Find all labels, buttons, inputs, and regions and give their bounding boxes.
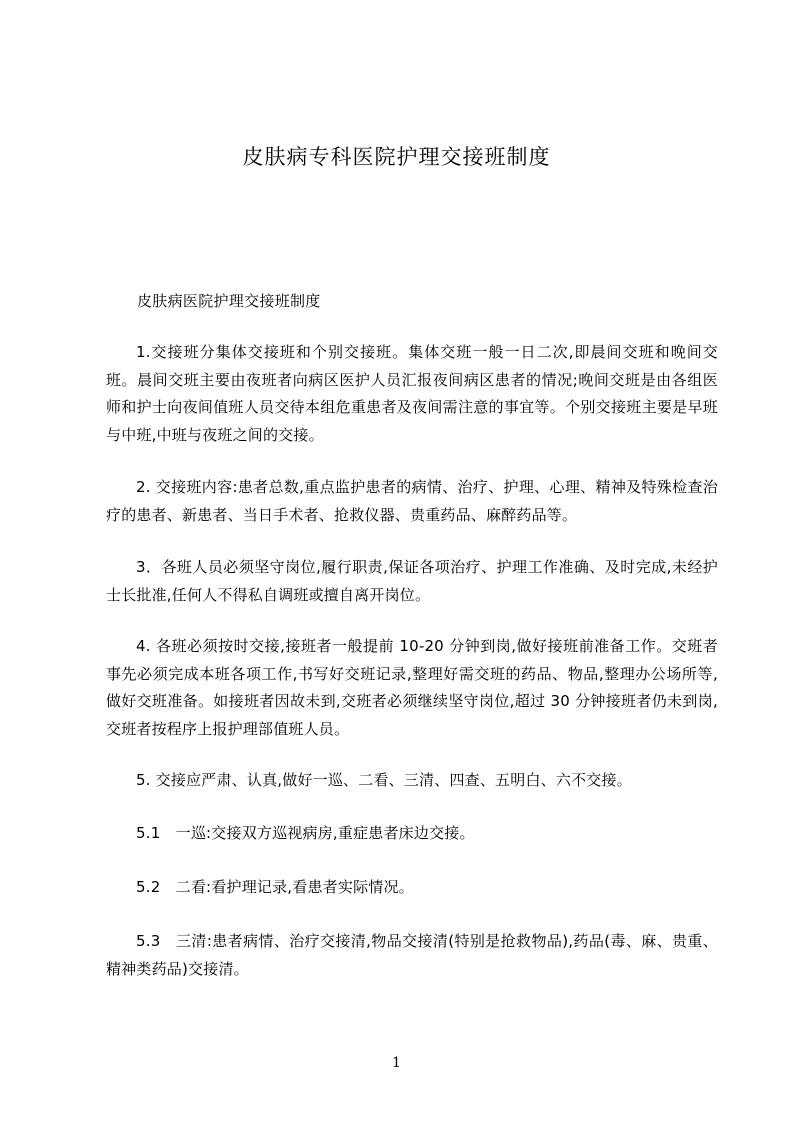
document-subtitle: 皮肤病医院护理交接班制度 [137,292,321,310]
paragraph-5 [106,767,718,795]
paragraph-5-2-text: 5.2 二看:看护理记录,看患者实际情况。 [136,878,414,896]
paragraph-5-3-text: 5.3 三清:患者病情、治疗交接清,物品交接清(特别是抢救物品),药品(毒、麻、贵重、精神类药品)交接清。 [106,932,718,978]
paragraph-5-1 [106,820,718,848]
paragraph-5-3 [106,928,718,983]
paragraph-4-text: 4. 各班必须按时交接,接班者一般提前 10-20 分钟到岗,做好接班前准备工作。交班者事先必须完成本班各项工作,书写好交班记录,整理好需交班的药品、物品,整理办公场所等,做好交班准备。如接班者因故未到,交班者必须继续坚守岗位,超过 30 分钟接班者仍未到岗,交班者按程序上报护理部值班人员。 [106,637,718,738]
paragraph-5-1-text: 5.1 一巡:交接双方巡视病房,重症患者床边交接。 [136,824,475,842]
paragraph-2 [106,474,718,529]
page-title: 皮肤病专科医院护理交接班制度 [242,145,551,169]
paragraph-3 [106,554,718,609]
paragraph-4 [106,633,718,743]
paragraph-5-text: 5. 交接应严肃、认真,做好一巡、二看、三清、四查、五明白、六不交接。 [136,771,632,789]
paragraph-3-text: 3．各班人员必须坚守岗位,履行职责,保证各项治疗、护理工作准确、及时完成,未经护士长批准,任何人不得私自调班或擅自离开岗位。 [106,558,718,604]
page-number: 1 [392,1055,401,1071]
paragraph-2-text: 2. 交接班内容:患者总数,重点监护患者的病情、治疗、护理、心理、精神及特殊检查治疗的患者、新患者、当日手术者、抢救仪器、贵重药品、麻醉药品等。 [106,478,718,524]
paragraph-1 [106,339,718,449]
paragraph-1-text: 1.交接班分集体交接班和个别交接班。集体交班一般一日二次,即晨间交班和晚间交班。晨间交班主要由夜班者向病区医护人员汇报夜间病区患者的情况;晚间交班是由各组医师和护士向夜间值班人员交待本组危重患者及夜间需注意的事宜等。个别交接班主要是早班与中班,中班与夜班之间的交接。 [106,343,718,444]
paragraph-5-2 [106,874,718,902]
